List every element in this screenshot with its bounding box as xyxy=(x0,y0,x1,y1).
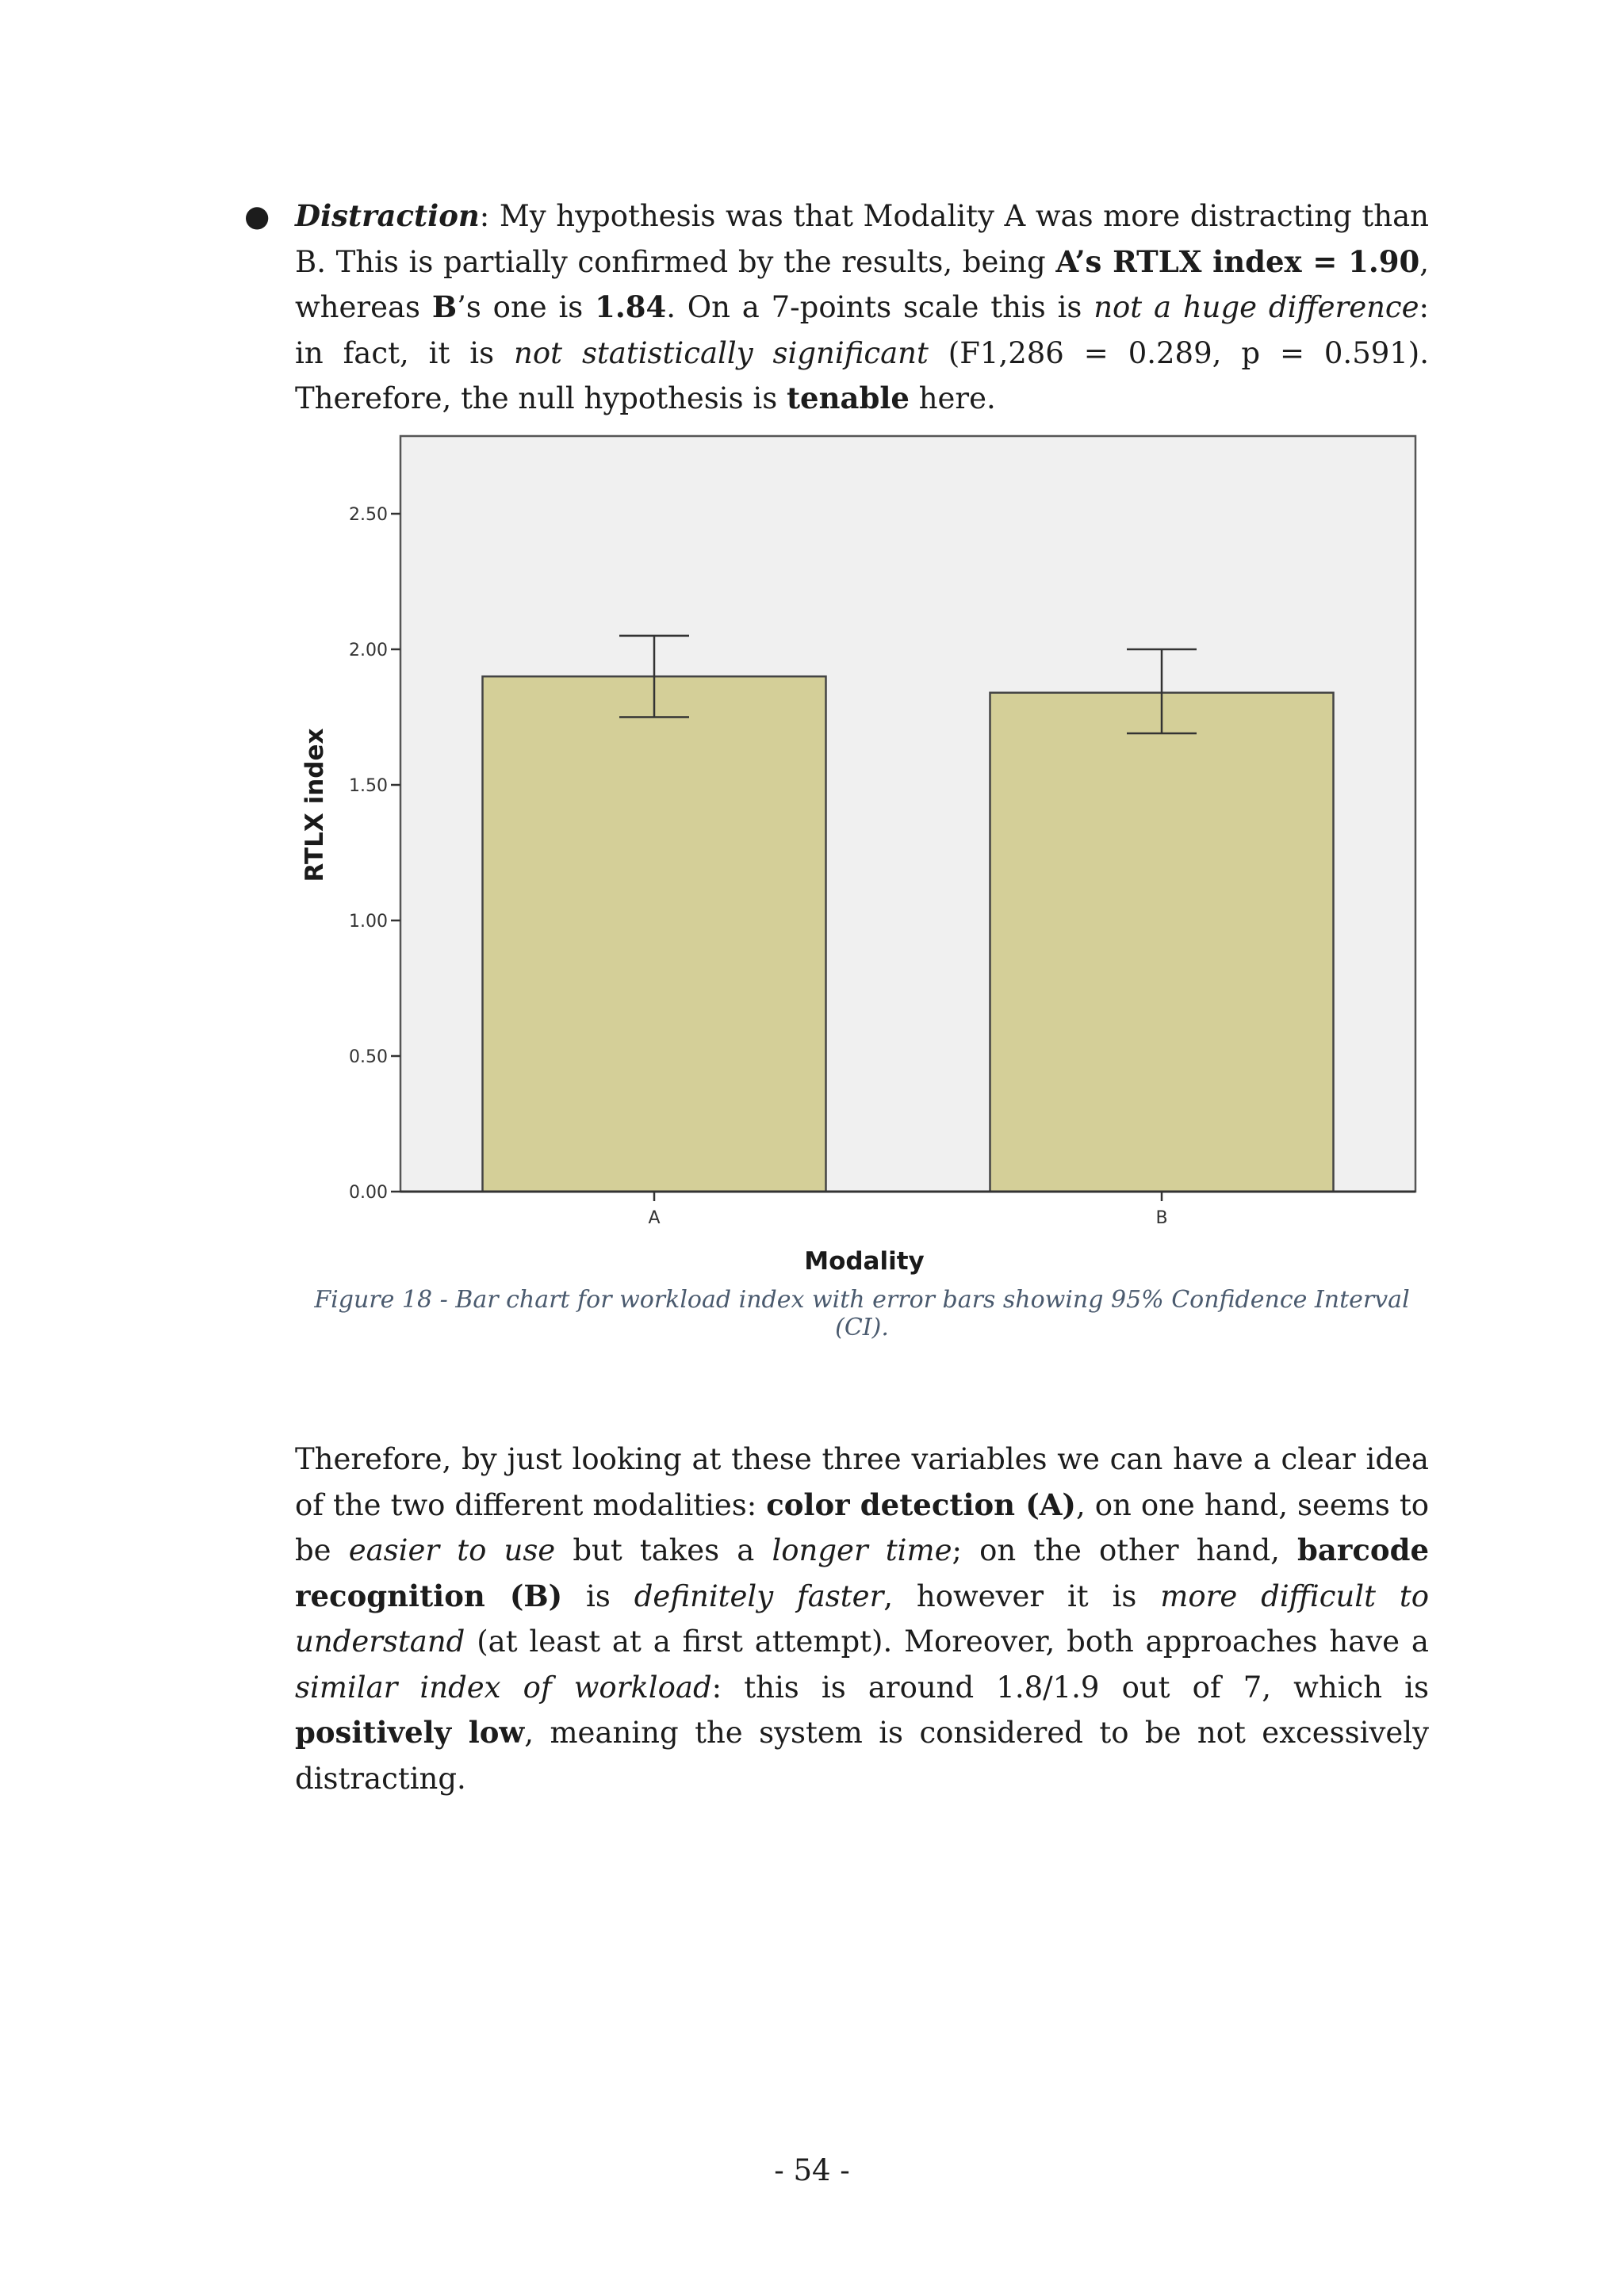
italic-run: more difficult to understand xyxy=(295,1578,1430,1659)
bar-b xyxy=(990,693,1334,1192)
y-tick-label: 1.00 xyxy=(349,912,388,932)
page-number: - 54 - xyxy=(774,2153,850,2187)
text-run: but takes a xyxy=(555,1533,772,1567)
italic-run: not a huge difference xyxy=(1094,290,1419,324)
bold-run: barcode recognition (B) xyxy=(295,1533,1429,1613)
y-tick-label: 1.50 xyxy=(349,776,388,796)
italic-run: easier to use xyxy=(348,1533,556,1567)
italic-run: similar index of workload xyxy=(295,1670,712,1705)
distraction-paragraph xyxy=(295,193,1429,422)
bold-run: positively low xyxy=(295,1715,525,1750)
text-run: is xyxy=(562,1578,634,1613)
text-run: , meaning the system is considered to be not excessively distracting. xyxy=(295,1716,1429,1796)
bullet-marker: ● xyxy=(244,199,270,233)
y-tick-label: 0.00 xyxy=(349,1183,388,1203)
text-run: (F1,286 = 0.289, p = 0.591). Therefore, the null hypothesis is xyxy=(295,335,1430,415)
text-run: : in fact, it is xyxy=(295,290,1430,370)
conclusion-paragraph xyxy=(295,1437,1429,1801)
text-run: ; on the other hand, xyxy=(952,1533,1298,1567)
term-distraction: Distraction xyxy=(295,198,480,233)
bold-run: tenable xyxy=(786,381,910,415)
text-run: Therefore, by just looking at these three variables we can have a clear idea of the two different modalities: xyxy=(295,1442,1429,1522)
y-tick-label: 0.50 xyxy=(349,1047,388,1067)
text-run: (at least at a first attempt). Moreover, both approaches have a xyxy=(465,1624,1429,1659)
italic-run: not statistically significant xyxy=(514,335,929,370)
bold-run: A’s RTLX index = 1.90 xyxy=(1055,243,1420,279)
text-run: here. xyxy=(909,381,996,415)
text-run: , whereas xyxy=(295,244,1429,324)
x-tick-label: B xyxy=(1155,1208,1168,1228)
text-run: , on one hand, seems to be xyxy=(295,1487,1429,1567)
text-run: . On a 7-points scale this is xyxy=(666,290,1094,324)
text-run: , however it is xyxy=(883,1578,1161,1613)
text-run: ’s one is xyxy=(457,290,596,324)
text-run: : My hypothesis was that Modality A was more distracting than B. This is partially confirmed by the results, being xyxy=(295,199,1429,279)
italic-run: longer time xyxy=(772,1533,952,1567)
bold-run: 1.84 xyxy=(595,289,667,324)
italic-run: definitely faster xyxy=(634,1578,884,1613)
bar-a xyxy=(483,676,826,1192)
y-tick-label: 2.00 xyxy=(349,641,388,660)
bold-run: color detection (A) xyxy=(766,1487,1076,1522)
x-axis-title: Modality xyxy=(804,1247,925,1276)
bar-chart-svg xyxy=(285,420,1427,1284)
bold-run: B xyxy=(431,289,458,324)
bar-chart xyxy=(285,420,1427,1284)
y-axis-title: RTLX index xyxy=(301,728,329,882)
x-tick-label: A xyxy=(648,1208,661,1228)
text-run: : this is around 1.8/1.9 out of 7, which is xyxy=(711,1670,1429,1705)
figure-caption: Figure 18 - Bar chart for workload index with error bars showing 95% Confidence Interval (CI). xyxy=(314,1286,1410,1341)
y-tick-label: 2.50 xyxy=(349,505,388,525)
